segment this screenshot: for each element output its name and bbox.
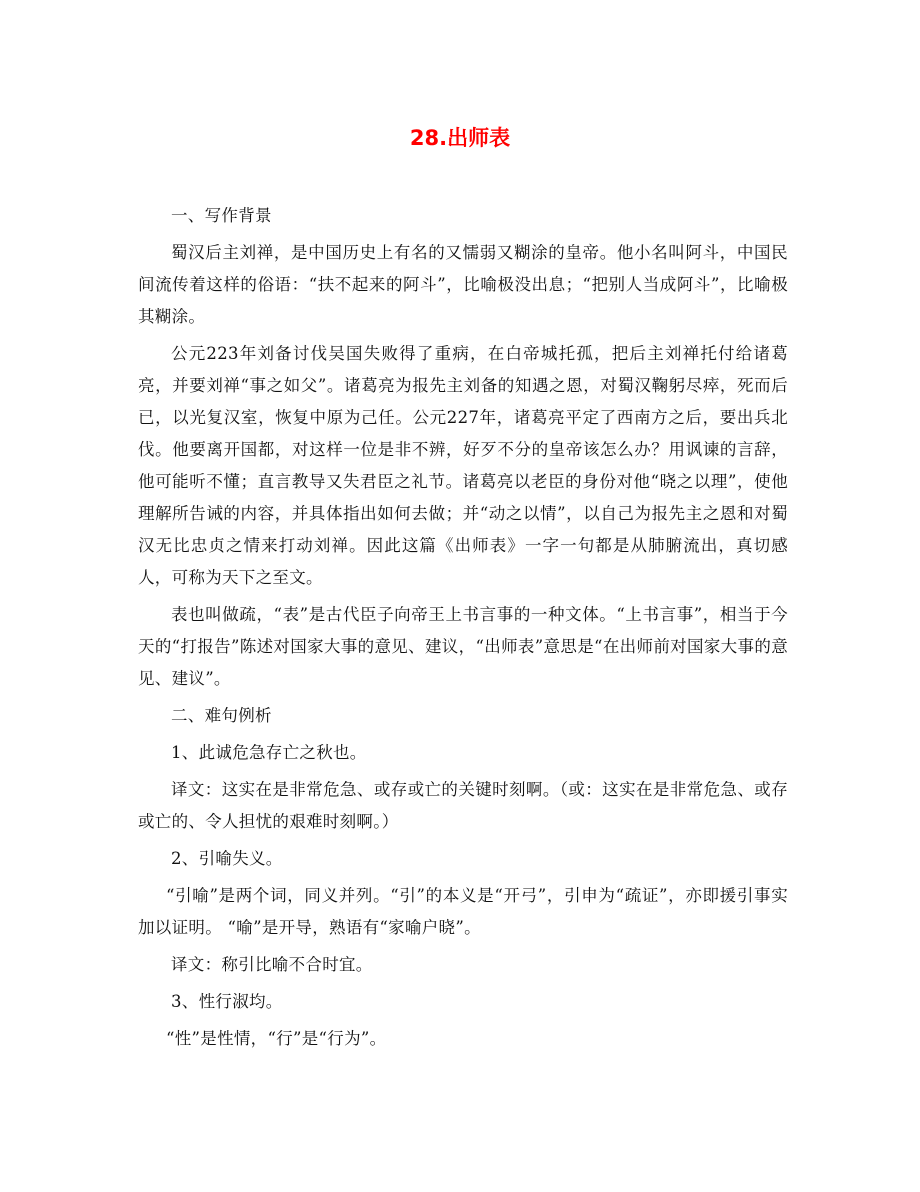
paragraph-history: 公元223年刘备讨伐吴国失败得了重病，在白帝城托孤，把后主刘禅托付给诸葛亮，并要刘禅“事之如父”。诸葛亮为报先主刘备的知遇之恩，对蜀汉鞠躬尽瘁，死而后已，以光复汉室，恢复中原为己任。公元227年，诸葛亮平定了西南方之后，要出兵北伐。他要离开国都，对这样一位是非不辨，好歹不分的皇帝该怎么办？用讽谏的言辞，他可能听不懂；直言教导又失君臣之礼节。诸葛亮以老臣的身份对他“晓之以理”，使他理解所告诫的内容，并具体指出如何去做；并“动之以情”，以自己为报先主之恩和对蜀汉无比忠贞之情来打动刘禅。因此这篇《出师表》一字一句都是从肺腑流出，真切感人，可称为天下之至文。	[138, 344, 788, 587]
document-title: 28.出师表	[409, 126, 511, 150]
paragraph-liushan: 蜀汉后主刘禅，是中国历史上有名的又懦弱又糊涂的皇帝。他小名叫阿斗，中国民间流传着这样的俗语：“扶不起来的阿斗”，比喻极没出息；“把别人当成阿斗”，比喻极其糊涂。	[138, 243, 788, 326]
section-heading-analysis: 二、难句例析	[171, 706, 272, 725]
translation-1: 译文：这实在是非常危急、或存或亡的关键时刻啊。（或：这实在是非常危急、或存或亡的、令人担忧的艰难时刻啊。）	[138, 780, 788, 831]
section-heading-background: 一、写作背景	[171, 206, 272, 225]
document-body	[138, 200, 788, 1060]
translation-2: 译文：称引比喻不合时宜。	[171, 955, 373, 974]
paragraph-biao-definition: 表也叫做疏，“表”是古代臣子向帝王上书言事的一种文体。“上书言事”，相当于今天的“打报告”陈述对国家大事的意见、建议，“出师表”意思是“在出师前对国家大事的意见、建议”。	[138, 605, 788, 688]
example-sentence-1: 1、此诚危急存亡之秋也。	[171, 743, 367, 762]
explanation-2: “引喻”是两个词，同义并列。“引”的本义是“开弓”，引申为“疏证”，亦即援引事实加以证明。 “喻”是开导，熟语有“家喻户晓”。	[138, 886, 788, 937]
example-sentence-2: 2、引喻失义。	[171, 849, 283, 868]
example-sentence-3: 3、性行淑均。	[171, 992, 283, 1011]
explanation-3: “性”是性情，“行”是“行为”。	[166, 1029, 387, 1048]
